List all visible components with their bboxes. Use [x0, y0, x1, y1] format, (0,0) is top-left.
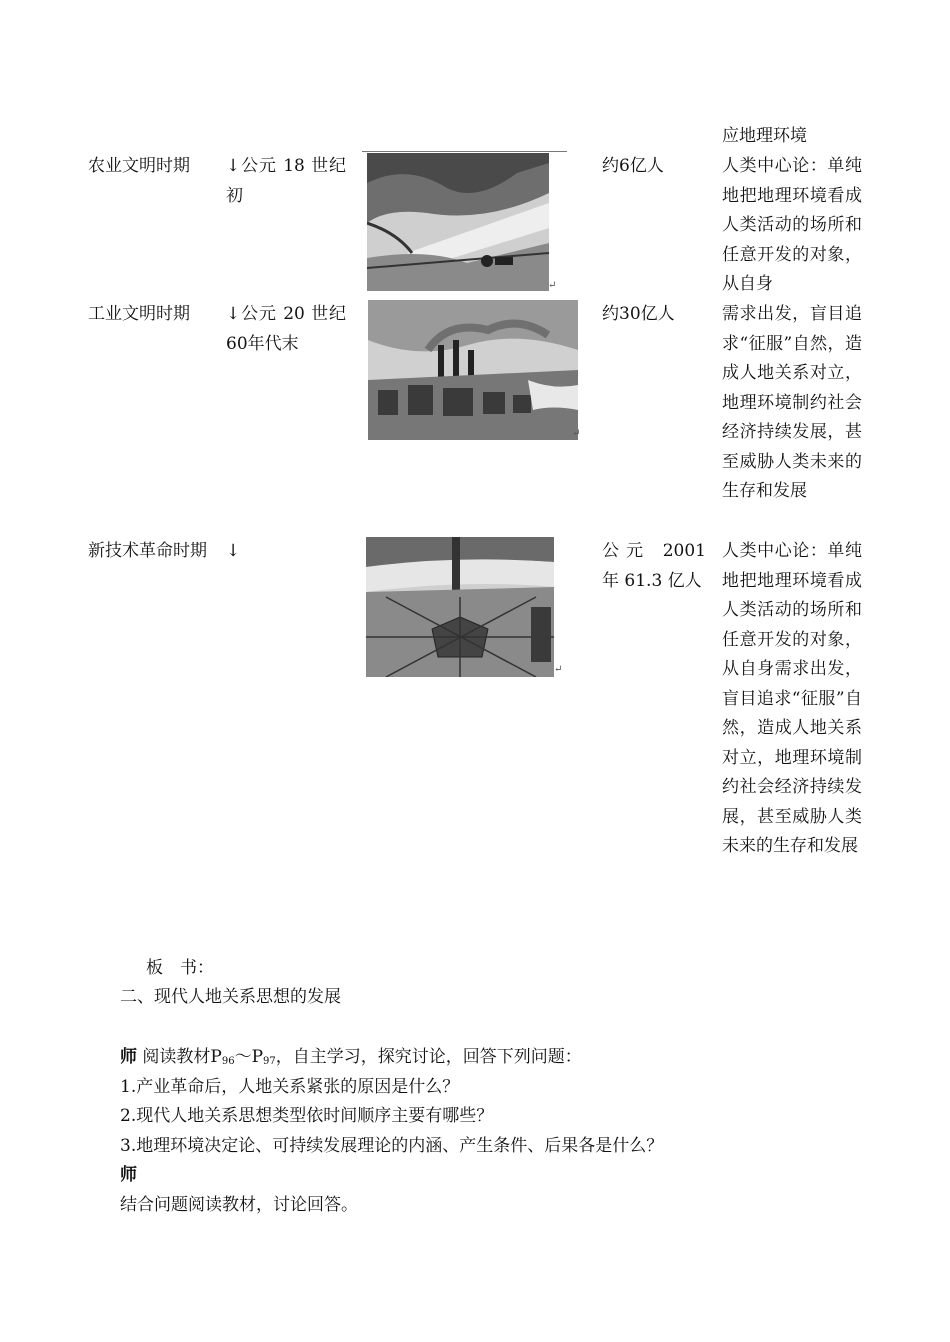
instruction-mid: ～P — [234, 1047, 264, 1067]
return-mark-3: ↵ — [554, 664, 563, 675]
divider — [362, 151, 567, 152]
thought-industrial: 需求出发，盲目追求“征服”自然，造成人地关系对立，地理环境制约社会经济持续发展，甚至威胁人类未来的生存和发展 — [722, 304, 862, 501]
question-3: 3.地理环境决定论、可持续发展理论的内涵、产生条件、后果各是什么？ — [120, 1136, 664, 1156]
population-agricultural: 约6亿人 — [602, 156, 664, 176]
population-new-tech: 公元 2001 年 61.3 亿人 — [602, 541, 706, 591]
board-label: 板 书： — [146, 958, 214, 978]
period-agricultural: 农业文明时期 — [88, 156, 190, 176]
thought-agricultural: 人类中心论：单纯地把地理环境看成人类活动的场所和任意开发的对象，从自身 — [722, 156, 862, 294]
modern-city-image — [366, 537, 554, 677]
industrial-city-image — [368, 300, 581, 440]
period-new-tech: 新技术革命时期 — [88, 541, 207, 561]
teacher-instruction — [120, 1043, 582, 1077]
farming-scene-image — [367, 153, 549, 291]
time-new-tech: ↓ — [226, 541, 241, 561]
time-industrial: ↓公元 20 世纪60年代末 — [226, 304, 346, 354]
page-sub-start: 96 — [221, 1056, 235, 1067]
time-agricultural: ↓公元 18 世纪初 — [226, 156, 346, 206]
return-mark-2: ↵ — [572, 428, 581, 439]
population-industrial: 约30亿人 — [602, 304, 675, 324]
period-industrial: 工业文明时期 — [88, 304, 190, 324]
board-heading: 二、现代人地关系思想的发展 — [120, 987, 341, 1007]
teacher-response: 结合问题阅读教材，讨论回答。 — [120, 1195, 358, 1215]
speaker-teacher-2: 师 — [120, 1165, 137, 1185]
speaker-teacher: 师 — [120, 1047, 137, 1067]
question-1: 1.产业革命后，人地关系紧张的原因是什么？ — [120, 1077, 460, 1097]
instruction-intro: 阅读教材P — [142, 1047, 222, 1067]
thought-continuation: 应地理环境 — [722, 126, 807, 146]
thought-new-tech: 人类中心论：单纯地把地理环境看成人类活动的场所和任意开发的对象，从自身需求出发，盲目追求“征服”自然，造成人地关系对立，地理环境制约社会经济持续发展，甚至威胁人类未来的生存和发展 — [722, 541, 862, 856]
return-mark-1: ↵ — [548, 280, 557, 291]
question-2: 2.现代人地关系思想类型依时间顺序主要有哪些？ — [120, 1106, 494, 1126]
page-sub-end: 97 — [263, 1056, 276, 1067]
instruction-rest: ，自主学习，探究讨论，回答下列问题： — [275, 1047, 582, 1067]
